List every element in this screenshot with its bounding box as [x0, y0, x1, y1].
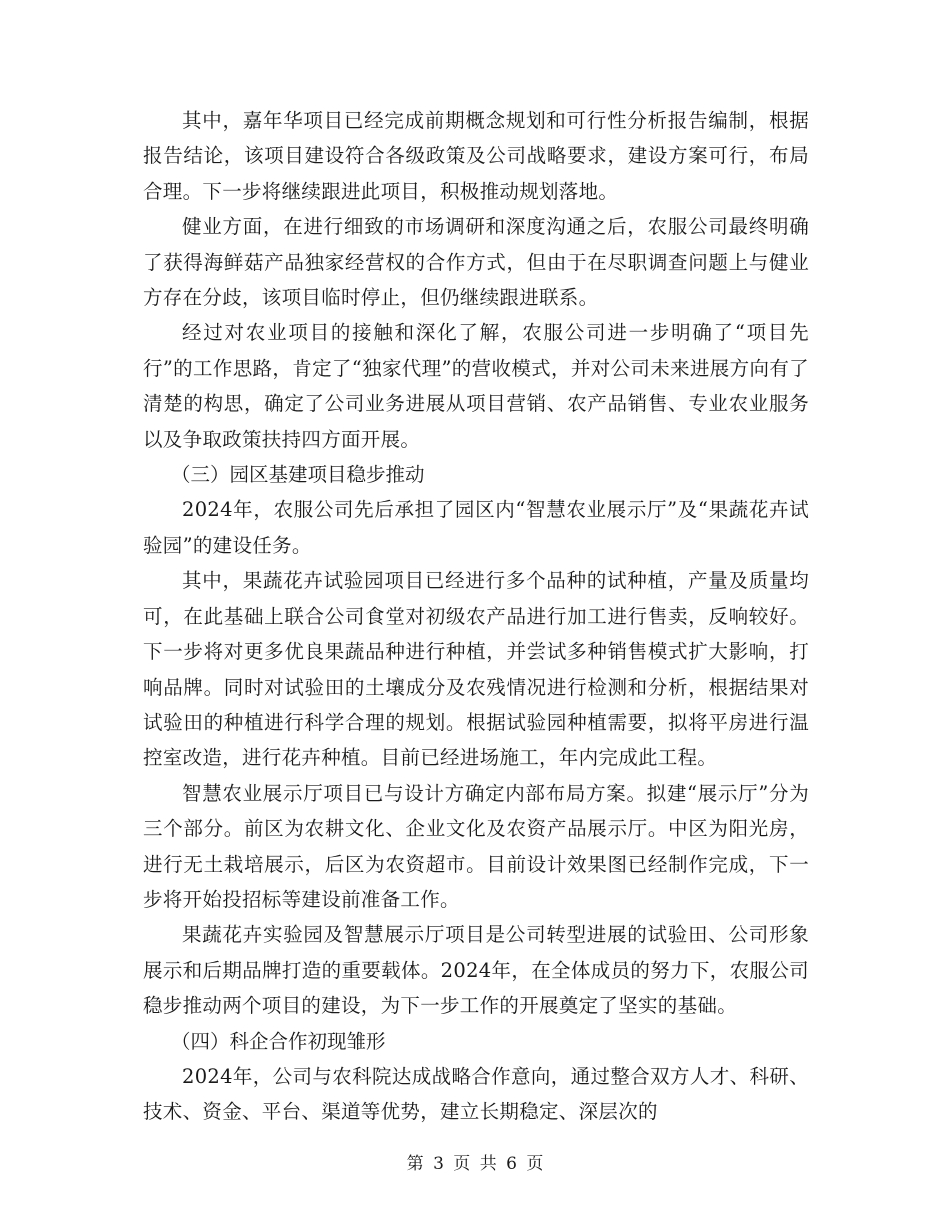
page-number-footer: 第 3 页 共 6 页	[406, 1154, 544, 1174]
paragraph-agri-project: 经过对农业项目的接触和深化了解，农服公司进一步明确了“项目先行”的工作思路，肯定了“独家代理”的营收模式，并对公司未来进展方向有了清楚的构思，确定了公司业务进展从项目营销、农产品销售、专业农业服务以及争取政策扶持四方面开展。	[143, 321, 809, 451]
paragraph-carrier: 果蔬花卉实验园及智慧展示厅项目是公司转型进展的试验田、公司形象展示和后期品牌打造的重要载体。2024年，在全体成员的努力下，农服公司稳步推动两个项目的建设，为下一步工作的开展奠定了坚实的基础。	[143, 923, 809, 1018]
section-heading-3: （三）园区基建项目稳步推动	[171, 463, 425, 487]
paragraph-showroom: 智慧农业展示厅项目已与设计方确定内部布局方案。拟建“展示厅”分为三个部分。前区为农耕文化、企业文化及农资产品展示厅。中区为阳光房，进行无土栽培展示，后区为农资超市。目前设计效果图已经制作完成，下一步将开始投招标等建设前准备工作。	[143, 781, 809, 911]
paragraph-test-garden: 其中，果蔬花卉试验园项目已经进行多个品种的试种植，产量及质量均可，在此基础上联合公司食堂对初级农产品进行加工进行售卖，反响较好。下一步将对更多优良果蔬品种进行种植，并尝试多种销售模式扩大影响，打响品牌。同时对试验田的土壤成分及农残情况进行检测和分析，根据结果对试验田的种植进行科学合理的规划。根据试验园种植需要，拟将平房进行温控室改造，进行花卉种植。目前已经进场施工，年内完成此工程。	[143, 569, 809, 770]
paragraph-cooperation: 2024年，公司与农科院达成战略合作意向，通过整合双方人才、科研、技术、资金、平台、渠道等优势，建立长期稳定、深层次的	[143, 1064, 809, 1124]
paragraph-jianianhua: 其中，嘉年华项目已经完成前期概念规划和可行性分析报告编制，根据报告结论，该项目建设符合各级政策及公司战略要求，建设方案可行，布局合理。下一步将继续跟进此项目，积极推动规划落地。	[143, 109, 809, 203]
document-body	[143, 103, 809, 1130]
section-heading-4: （四）科企合作初现雏形	[171, 1029, 386, 1053]
paragraph-jianye: 健业方面，在进行细致的市场调研和深度沟通之后，农服公司最终明确了获得海鲜菇产品独家经营权的合作方式，但由于在尽职调查问题上与健业方存在分歧，该项目临时停止，但仍继续跟进联系。	[143, 215, 809, 310]
paragraph-2024-tasks: 2024年，农服公司先后承担了园区内“智慧农业展示厅”及“果蔬花卉试验园”的建设任务。	[143, 498, 809, 557]
